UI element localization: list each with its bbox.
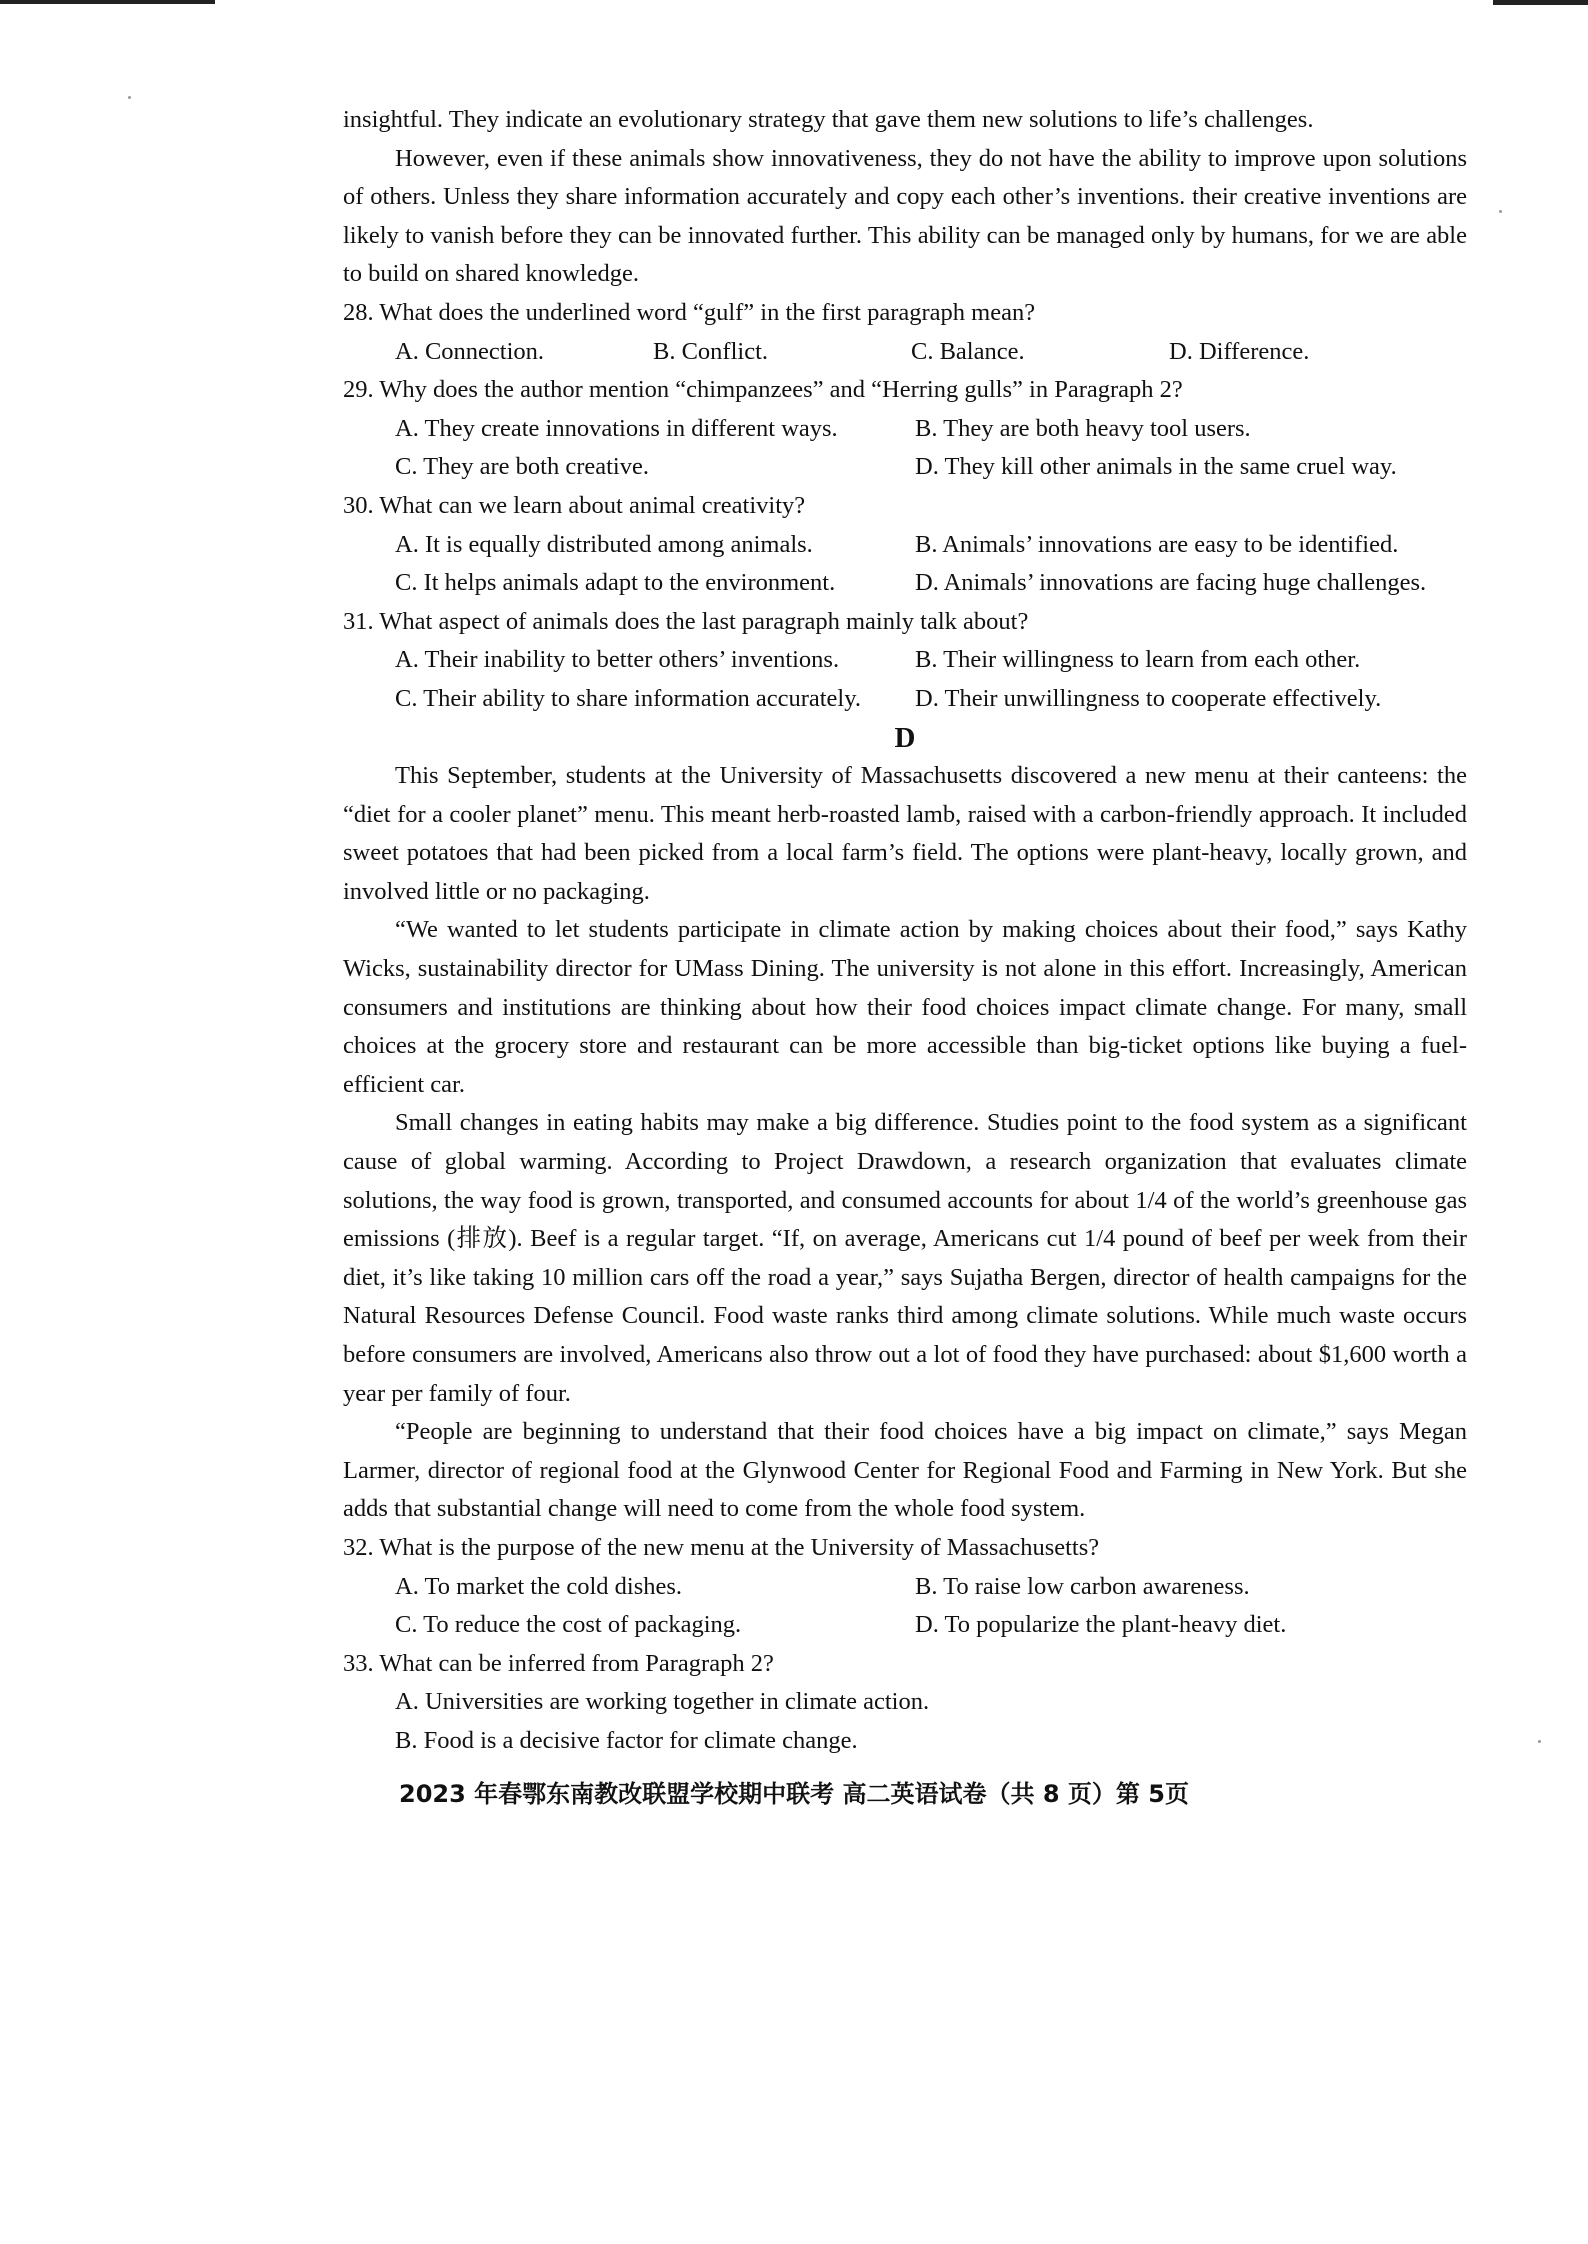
scan-speck <box>1499 210 1502 213</box>
answer-option-b: B. Food is a decisive factor for climate change. <box>395 1726 858 1754</box>
answer-options <box>343 333 1467 372</box>
answer-option-a: A. Connection. <box>395 337 545 365</box>
answer-option-b: B. Animals’ innovations are easy to be identified. <box>915 530 1399 558</box>
passage-d-paragraph: This September, students at the University of Massachusetts discovered a new menu at their canteens: the “diet for a cooler planet” menu. This meant herb-roasted lamb, raised with a carbon-friendly approach. It included sweet potatoes that had been picked from a local farm’s field. The options were plant-heavy, locally grown, and involved little or no packaging. <box>343 762 1467 905</box>
page-footer: 2023 年春鄂东南教改联盟学校期中联考 高二英语试卷（共 8 页）第 5页 <box>399 1780 1189 1808</box>
answer-option-c: C. Balance. <box>911 337 1025 365</box>
answer-option-a: A. Their inability to better others’ inventions. <box>395 646 840 674</box>
passage-c-paragraph: insightful. They indicate an evolutionary strategy that gave them new solutions to life’s challenges. <box>343 106 1314 133</box>
scan-speck <box>128 96 131 99</box>
question-31 <box>343 603 1467 719</box>
answer-option-d: D. Their unwillingness to cooperate effectively. <box>915 684 1382 712</box>
answer-options <box>343 410 1467 487</box>
answer-option-c: C. Their ability to share information accurately. <box>395 684 862 712</box>
answer-options <box>343 526 1467 603</box>
answer-option-a: A. It is equally distributed among animals. <box>395 530 813 558</box>
answer-option-c: C. To reduce the cost of packaging. <box>395 1611 742 1639</box>
answer-option-d: D. Difference. <box>1169 337 1310 365</box>
question-29 <box>343 371 1467 487</box>
answer-options <box>343 641 1467 718</box>
question-stem: 28. What does the underlined word “gulf” in the first paragraph mean? <box>343 298 1036 326</box>
passage-d-paragraph: Small changes in eating habits may make a big difference. Studies point to the food system as a significant cause of global warming. According to Project Drawdown, a research organization that evaluates climate solutions, the way food is grown, transported, and consumed accounts for about 1/4 of the world’s greenhouse gas emissions (排放). Beef is a regular target. “If, on average, Americans cut 1/4 pound of beef per week from their diet, it’s like taking 10 million cars off the road a year,” says Sujatha Bergen, director of health campaigns for the Natural Resources Defense Council. Food waste ranks third among climate solutions. While much waste occurs before consumers are involved, Americans also throw out a lot of food they have purchased: about $1,600 worth a year per family of four. <box>343 1109 1467 1407</box>
question-stem: 32. What is the purpose of the new menu at the University of Massachusetts? <box>343 1533 1100 1561</box>
passage-d-paragraph: “We wanted to let students participate in climate action by making choices about their food,” says Kathy Wicks, sustainability director for UMass Dining. The university is not alone in this effort. Increasingly, American consumers and institutions are thinking about how their food choices impact climate change. For many, small choices at the grocery store and restaurant can be more accessible than big-ticket options like buying a fuel-efficient car. <box>343 916 1467 1098</box>
passage-c-paragraph: However, even if these animals show innovativeness, they do not have the ability to improve upon solutions of others. Unless they share information accurately and copy each other’s inventions. their creative inventions are likely to vanish before they can be innovated further. This ability can be managed only by humans, for we are able to build on shared knowledge. <box>343 144 1467 288</box>
question-28 <box>343 294 1467 371</box>
question-stem: 31. What aspect of animals does the last paragraph mainly talk about? <box>343 607 1029 635</box>
answer-option-b: B. To raise low carbon awareness. <box>915 1572 1250 1600</box>
answer-option-b: B. Their willingness to learn from each other. <box>915 646 1361 674</box>
answer-option-c: C. It helps animals adapt to the environment. <box>395 569 836 597</box>
scan-speck <box>1538 1740 1541 1743</box>
answer-option-b: B. They are both heavy tool users. <box>915 414 1251 442</box>
answer-option-a: A. They create innovations in different ways. <box>395 414 838 442</box>
answer-option-c: C. They are both creative. <box>395 453 649 481</box>
exam-page-body <box>343 101 1467 1761</box>
scan-edge-mark-left <box>0 0 215 4</box>
passage-d-paragraph: “People are beginning to understand that their food choices have a big impact on climate,” says Megan Larmer, director of regional food at the Glynwood Center for Regional Food and Farming in New York. But she adds that substantial change will need to come from the whole food system. <box>343 1418 1467 1523</box>
question-stem: 29. Why does the author mention “chimpanzees” and “Herring gulls” in Paragraph 2? <box>343 376 1183 404</box>
question-30 <box>343 487 1467 603</box>
answer-option-a: A. Universities are working together in climate action. <box>395 1688 930 1716</box>
section-d-heading: D <box>894 721 916 754</box>
scan-edge-mark-right <box>1493 0 1588 5</box>
question-32 <box>343 1529 1467 1645</box>
answer-options <box>343 1568 1467 1645</box>
answer-option-d: D. Animals’ innovations are facing huge challenges. <box>915 569 1427 597</box>
question-33 <box>343 1645 1467 1761</box>
answer-option-d: D. They kill other animals in the same cruel way. <box>915 453 1397 481</box>
answer-option-b: B. Conflict. <box>653 337 769 365</box>
answer-option-a: A. To market the cold dishes. <box>395 1572 683 1600</box>
question-stem: 30. What can we learn about animal creativity? <box>343 491 806 519</box>
answer-option-d: D. To popularize the plant-heavy diet. <box>915 1611 1287 1639</box>
question-stem: 33. What can be inferred from Paragraph 2? <box>343 1649 774 1677</box>
